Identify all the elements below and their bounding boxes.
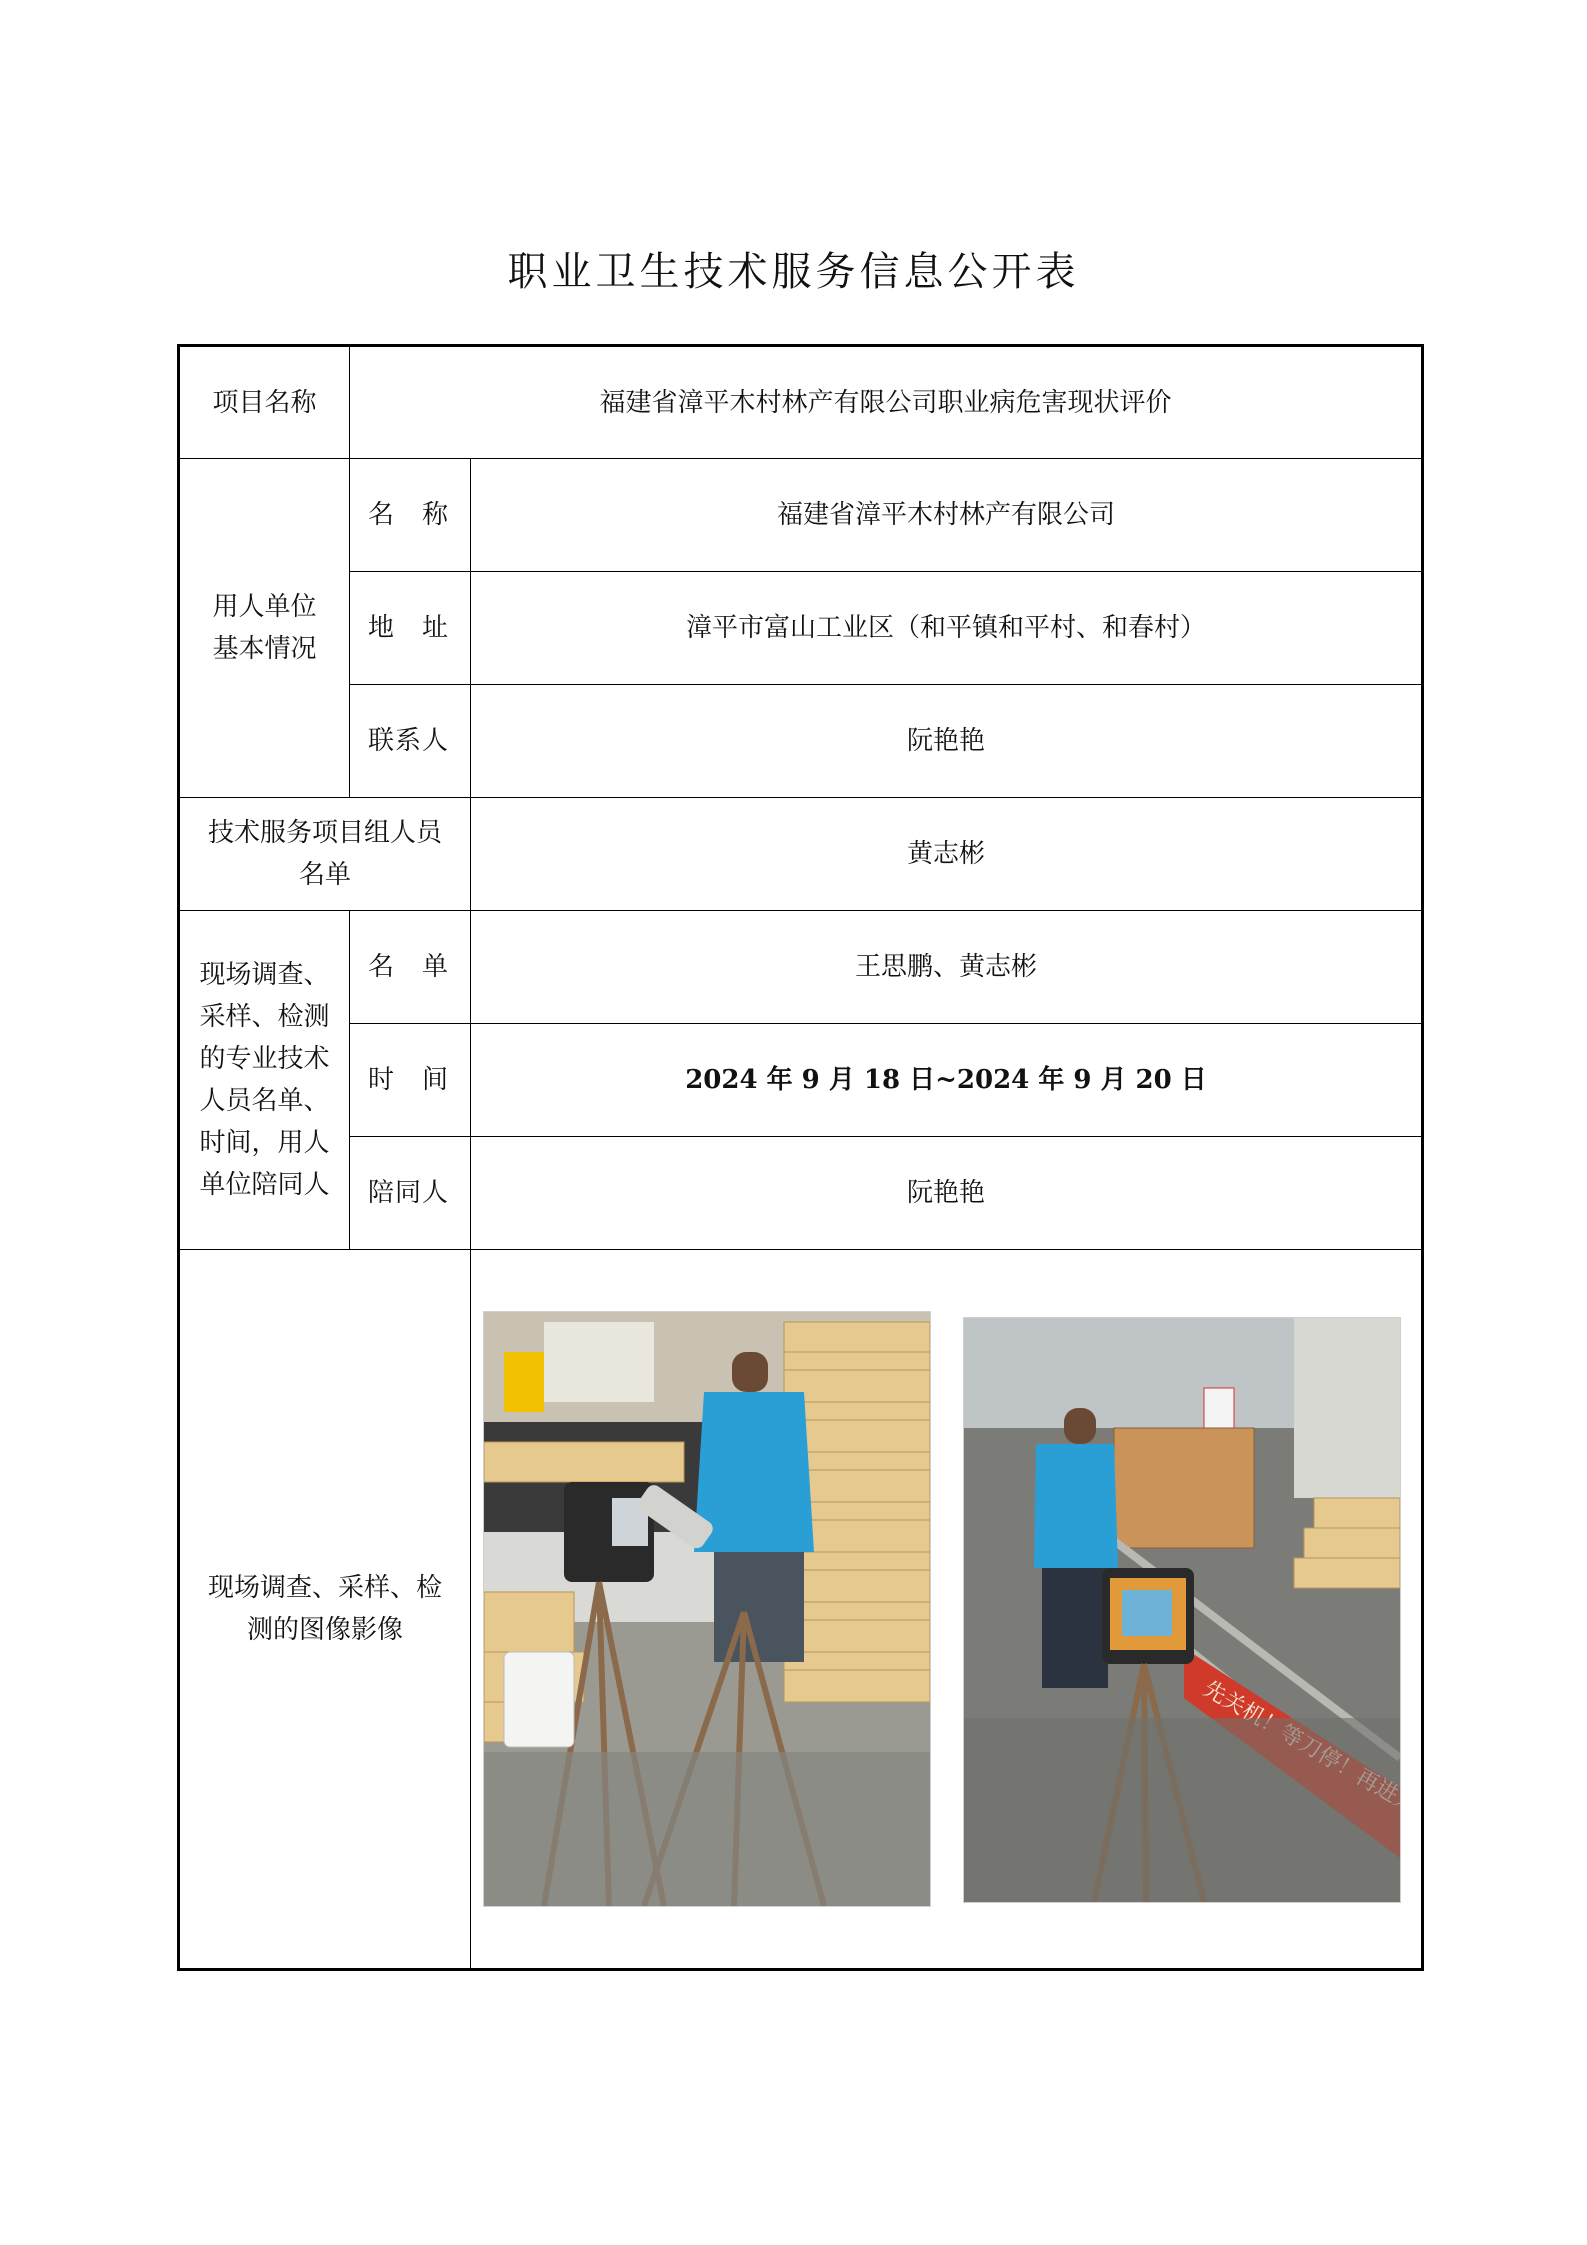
employer-contact-value: 阮艳艳 xyxy=(471,685,1423,798)
survey-label: 现场调查、采样、检测的专业技术人员名单、时间，用人单位陪同人 xyxy=(179,911,350,1250)
employer-address-value: 漳平市富山工业区（和平镇和平村、和春村） xyxy=(471,572,1423,685)
employer-name-label: 名 称 xyxy=(350,459,471,572)
survey-escort-value: 阮艳艳 xyxy=(471,1137,1423,1250)
site-photo-right[interactable] xyxy=(963,1317,1401,1903)
team-label: 技术服务项目组人员名单 xyxy=(179,798,471,911)
row-images xyxy=(179,1250,1423,1970)
employer-contact-label: 联系人 xyxy=(350,685,471,798)
row-employer-name xyxy=(179,459,1423,572)
team-value: 黄志彬 xyxy=(471,798,1423,911)
row-project-name xyxy=(179,346,1423,459)
site-photo-left[interactable] xyxy=(483,1311,931,1907)
survey-time-value: 2024 年 9 月 18 日~2024 年 9 月 20 日 xyxy=(471,1024,1423,1137)
images-cell xyxy=(471,1250,1423,1970)
site-photo-right-image xyxy=(964,1318,1400,1902)
survey-list-label: 名 单 xyxy=(350,911,471,1024)
row-survey-list xyxy=(179,911,1423,1024)
images-label: 现场调查、采样、检测的图像影像 xyxy=(179,1250,471,1970)
info-table xyxy=(177,344,1424,1971)
project-name-label: 项目名称 xyxy=(179,346,350,459)
row-employer-address xyxy=(179,572,1423,685)
site-photo-left-image xyxy=(484,1312,930,1906)
project-name-value: 福建省漳平木村林产有限公司职业病危害现状评价 xyxy=(350,346,1423,459)
row-survey-time xyxy=(179,1024,1423,1137)
row-employer-contact xyxy=(179,685,1423,798)
survey-escort-label: 陪同人 xyxy=(350,1137,471,1250)
photo-gallery xyxy=(483,1311,1411,1907)
row-survey-escort xyxy=(179,1137,1423,1250)
employer-address-label: 地 址 xyxy=(350,572,471,685)
page-title: 职业卫生技术服务信息公开表 xyxy=(507,249,1080,295)
survey-time-label: 时 间 xyxy=(350,1024,471,1137)
row-team xyxy=(179,798,1423,911)
employer-name-value: 福建省漳平木村林产有限公司 xyxy=(471,459,1423,572)
survey-list-value: 王思鹏、黄志彬 xyxy=(471,911,1423,1024)
employer-label: 用人单位基本情况 xyxy=(179,459,350,798)
